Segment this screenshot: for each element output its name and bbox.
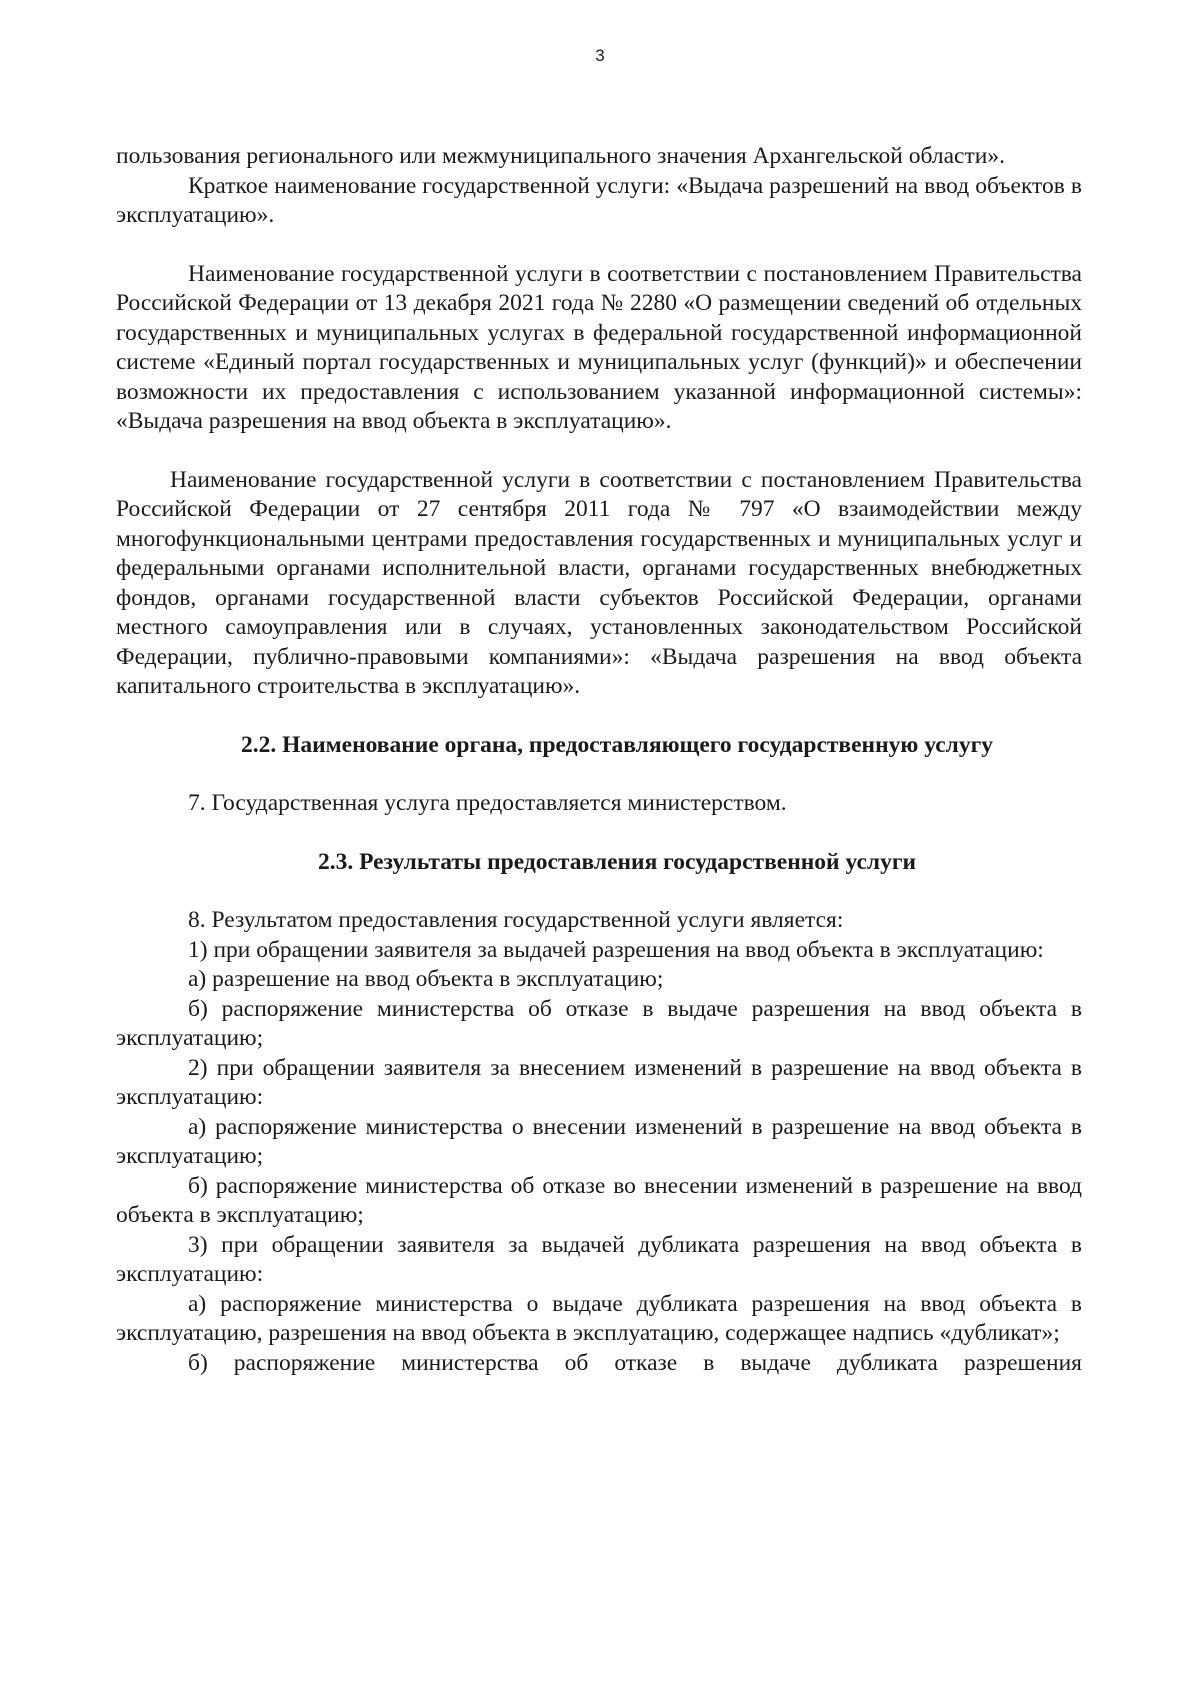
paragraph-name-2280: Наименование государственной услуги в соответствии с постановлением Правительства Российской Федерации от 13 декабря 2021 года № 2280 «О размещении сведений об отдельных государственных и муниципальных услугах в федеральной государственной информационной системе «Единый портал государственных и муниципальных услуг (функций)» и обеспечении возможности их предоставления с использованием указанной информационной системы»: «Выдача разрешения на ввод объекта в эксплуатацию». xyxy=(116,260,1082,434)
paragraph-7: 7. Государственная услуга предоставляется министерством. xyxy=(188,790,787,816)
list-item-8-1-b: б) распоряжение министерства об отказе в выдаче разрешения на ввод объекта в эксплуатацию; xyxy=(116,995,1082,1051)
list-item-8-2: 2) при обращении заявителя за внесением изменений в разрешение на ввод объекта в эксплуатацию: xyxy=(116,1054,1082,1110)
list-item-8-3: 3) при обращении заявителя за выдачей дубликата разрешения на ввод объекта в эксплуатацию: xyxy=(116,1231,1082,1287)
spacer xyxy=(116,231,1082,260)
document-body xyxy=(116,142,1082,1378)
paragraph-8: 8. Результатом предоставления государственной услуги является: xyxy=(188,907,844,933)
list-item-8-2-b: б) распоряжение министерства об отказе во внесении изменений в разрешение на ввод объекта в эксплуатацию; xyxy=(116,1172,1082,1228)
spacer xyxy=(116,702,1082,731)
spacer xyxy=(116,877,1082,906)
paragraph-short-name: Краткое наименование государственной услуги: «Выдача разрешений на ввод объектов в эксплуатацию». xyxy=(116,172,1082,228)
list-item-8-1: 1) при обращении заявителя за выдачей разрешения на ввод объекта в эксплуатацию: xyxy=(188,936,1044,963)
paragraph-name-797: Наименование государственной услуги в соответствии с постановлением Правительства Российской Федерации от 27 сентября 2011 года № 797 «О взаимодействии между многофункциональными центрами предоставления государственных и муниципальных услуг и федеральными органами исполнительной власти, органами государственных внебюджетных фондов, органами государственной власти субъектов Российской Федерации, органами местного самоуправления или в случаях, установленных законодательством Российской Федерации, публично-правовыми компаниями»: «Выдача разрешения на ввод объекта капитального строительства в эксплуатацию». xyxy=(116,466,1082,699)
paragraph-continuation: пользования регионального или межмуниципального значения Архангельской области». xyxy=(116,143,1005,169)
list-item-8-1-a: а) разрешение на ввод объекта в эксплуатацию; xyxy=(188,966,664,992)
spacer xyxy=(116,760,1082,789)
spacer xyxy=(116,437,1082,466)
section-heading-2-2: 2.2. Наименование органа, предоставляющего государственную услугу xyxy=(240,731,994,758)
section-heading-2-3: 2.3. Результаты предоставления государственной услуги xyxy=(317,848,917,875)
page-number: 3 xyxy=(595,46,605,65)
list-item-8-2-a: а) распоряжение министерства о внесении изменений в разрешение на ввод объекта в эксплуатацию; xyxy=(116,1113,1082,1169)
spacer xyxy=(116,819,1082,848)
list-item-8-3-b: б) распоряжение министерства об отказе в выдаче дубликата разрешения xyxy=(188,1349,1082,1376)
list-item-8-3-a: а) распоряжение министерства о выдаче дубликата разрешения на ввод объекта в эксплуатацию, разрешения на ввод объекта в эксплуатацию, содержащее надпись «дубликат»; xyxy=(116,1290,1082,1346)
